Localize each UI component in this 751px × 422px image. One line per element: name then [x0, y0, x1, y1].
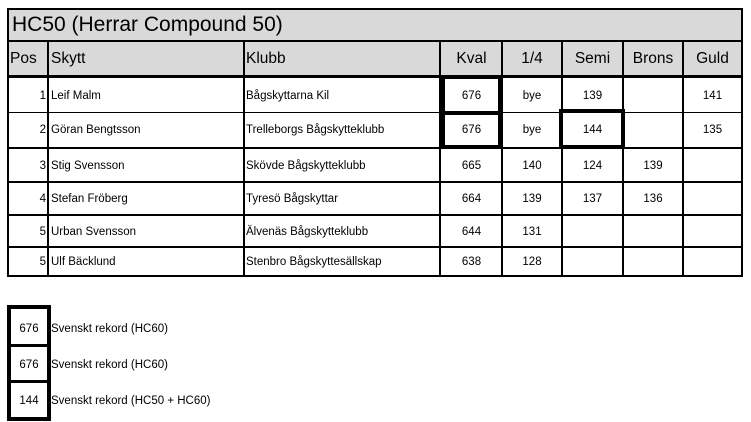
guld-cell	[683, 150, 742, 182]
grid-line	[7, 8, 9, 277]
klubb-cell: Skövde Bågskytteklubb	[246, 160, 366, 172]
grid-line	[7, 40, 743, 42]
klubb-cell: Älvenäs Bågskytteklubb	[246, 225, 369, 238]
grid-line	[7, 75, 743, 78]
guld-cell	[683, 216, 742, 247]
guld-cell	[683, 248, 742, 276]
klubb-cell: Bågskyttarna Kil	[246, 89, 330, 102]
grid-line	[7, 147, 743, 149]
column-header-klubb: Klubb	[246, 49, 286, 67]
pos-cell: 5	[39, 256, 46, 268]
guld-cell	[683, 183, 742, 215]
grid-line	[7, 181, 743, 183]
column-header-kval: Kval	[456, 49, 487, 67]
kval-cell: 644	[461, 225, 482, 238]
table-title: HC50 (Herrar Compound 50)	[12, 12, 283, 36]
legend-value: 144	[19, 394, 39, 407]
legend-value: 676	[19, 358, 39, 371]
brons-cell	[623, 248, 683, 276]
guld-cell: 141	[702, 89, 723, 102]
skytt-cell: Leif Malm	[51, 89, 101, 102]
grid-line	[243, 41, 245, 277]
kval-cell: 664	[461, 193, 482, 205]
brons-cell	[623, 79, 683, 112]
semi-cell	[562, 248, 623, 276]
semi-cell: 144	[582, 124, 603, 136]
kval-cell: 638	[461, 256, 482, 268]
semi-cell: 139	[582, 89, 603, 102]
legend-label: Svenskt rekord (HC60)	[51, 358, 168, 371]
grid-line	[7, 214, 743, 216]
skytt-cell: Göran Bengtsson	[51, 124, 141, 136]
record-highlight-box	[559, 109, 625, 149]
column-header-semi: Semi	[574, 49, 611, 67]
guld-cell: 135	[702, 124, 723, 136]
skytt-cell: Ulf Bäcklund	[51, 256, 116, 268]
legend-label: Svenskt rekord (HC50 + HC60)	[51, 394, 211, 407]
skytt-cell: Stefan Fröberg	[51, 193, 128, 205]
brons-cell	[623, 216, 683, 247]
quarter-cell: bye	[522, 89, 542, 102]
semi-cell	[562, 216, 623, 247]
grid-line	[47, 41, 49, 277]
quarter-cell: 140	[522, 160, 542, 172]
quarter-cell: 131	[522, 225, 542, 238]
grid-line	[622, 41, 624, 277]
grid-line	[7, 112, 743, 113]
brons-cell: 139	[643, 160, 663, 172]
column-header-brons: Brons	[632, 49, 674, 67]
quarter-cell: 139	[522, 193, 542, 205]
kval-cell: 665	[461, 160, 482, 172]
skytt-cell: Urban Svensson	[51, 225, 137, 238]
grid-line	[7, 246, 743, 248]
pos-cell: 3	[39, 160, 46, 172]
column-header-quarter: 1/4	[521, 49, 543, 67]
pos-cell: 5	[39, 225, 46, 238]
pos-cell: 2	[39, 124, 46, 136]
grid-line	[7, 275, 743, 277]
kval-cell: 676	[461, 124, 482, 136]
semi-cell: 124	[582, 160, 603, 172]
quarter-cell: bye	[522, 124, 542, 136]
pos-cell: 1	[39, 89, 46, 102]
grid-line	[561, 41, 563, 277]
klubb-cell: Stenbro Bågskyttesällskap	[246, 256, 382, 268]
record-highlight-box	[441, 75, 502, 115]
legend-label: Svenskt rekord (HC60)	[51, 323, 168, 335]
skytt-cell: Stig Svensson	[51, 160, 125, 172]
legend-value: 676	[19, 323, 39, 335]
column-header-guld: Guld	[696, 49, 729, 67]
column-header-skytt: Skytt	[51, 49, 86, 67]
quarter-cell: 128	[522, 256, 542, 268]
klubb-cell: Trelleborgs Bågskytteklubb	[246, 124, 385, 136]
grid-line	[7, 8, 743, 10]
pos-cell: 4	[39, 193, 46, 205]
klubb-cell: Tyresö Bågskyttar	[246, 193, 339, 205]
kval-cell: 676	[461, 89, 482, 102]
semi-cell: 137	[582, 193, 603, 205]
grid-line	[741, 8, 743, 277]
brons-cell: 136	[643, 193, 663, 205]
grid-line	[682, 41, 684, 277]
brons-cell	[623, 113, 683, 147]
column-header-pos: Pos	[10, 49, 37, 67]
